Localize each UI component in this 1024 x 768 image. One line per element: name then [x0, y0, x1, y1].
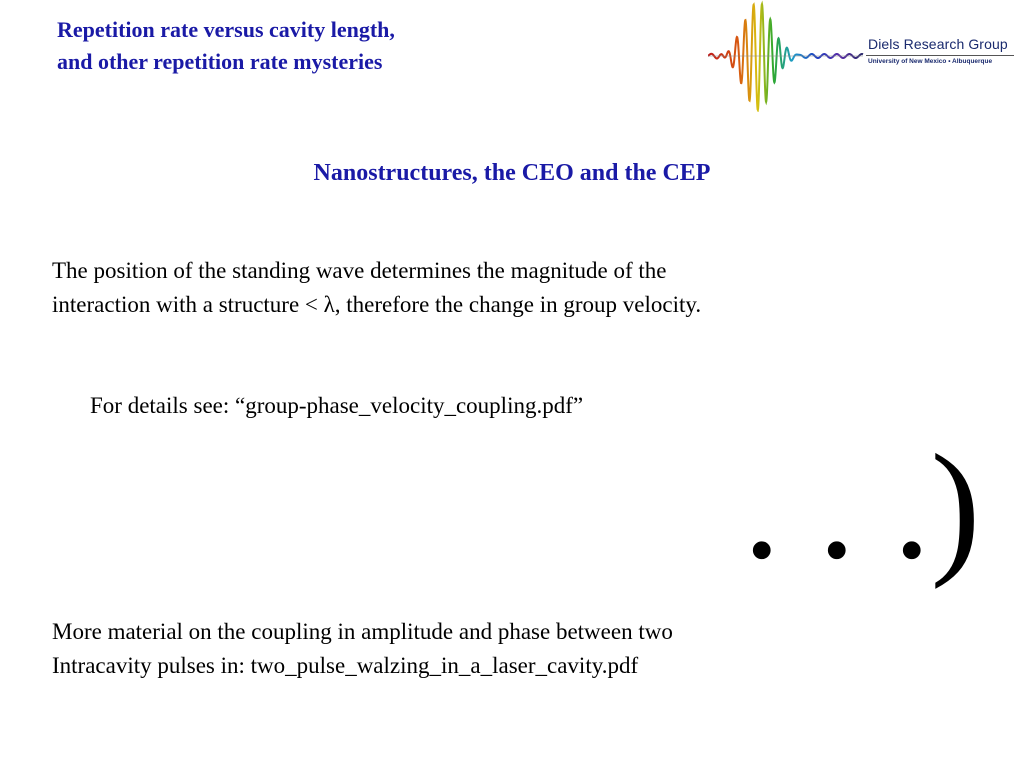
details-reference: For details see: “group-phase_velocity_coupling.pdf”	[90, 393, 584, 418]
standing-wave-paragraph	[52, 254, 701, 322]
header-title-line-2: and other repetition rate mysteries	[57, 49, 383, 74]
more-material-paragraph	[52, 615, 673, 683]
header-title-line-1: Repetition rate versus cavity length,	[57, 17, 395, 42]
logo-org-subtitle: University of New Mexico • Albuquerque	[868, 58, 993, 65]
logo-org-name: Diels Research Group	[868, 36, 1008, 52]
paragraph-line: The position of the standing wave determines the magnitude of the	[52, 258, 667, 283]
ellipsis-paren: . . .)	[743, 424, 981, 590]
paragraph-line: More material on the coupling in amplitude and phase between two	[52, 619, 673, 644]
logo-rule	[866, 55, 1014, 56]
section-title: Nanostructures, the CEO and the CEP	[313, 160, 711, 186]
paragraph-line: interaction with a structure < λ, therefore the change in group velocity.	[52, 292, 702, 317]
paragraph-line: Intracavity pulses in: two_pulse_walzing_in_a_laser_cavity.pdf	[52, 653, 639, 678]
diels-research-group-logo	[708, 0, 1018, 112]
slide-header-title	[57, 14, 395, 78]
laser-pulse-waveform-icon	[708, 0, 1018, 112]
